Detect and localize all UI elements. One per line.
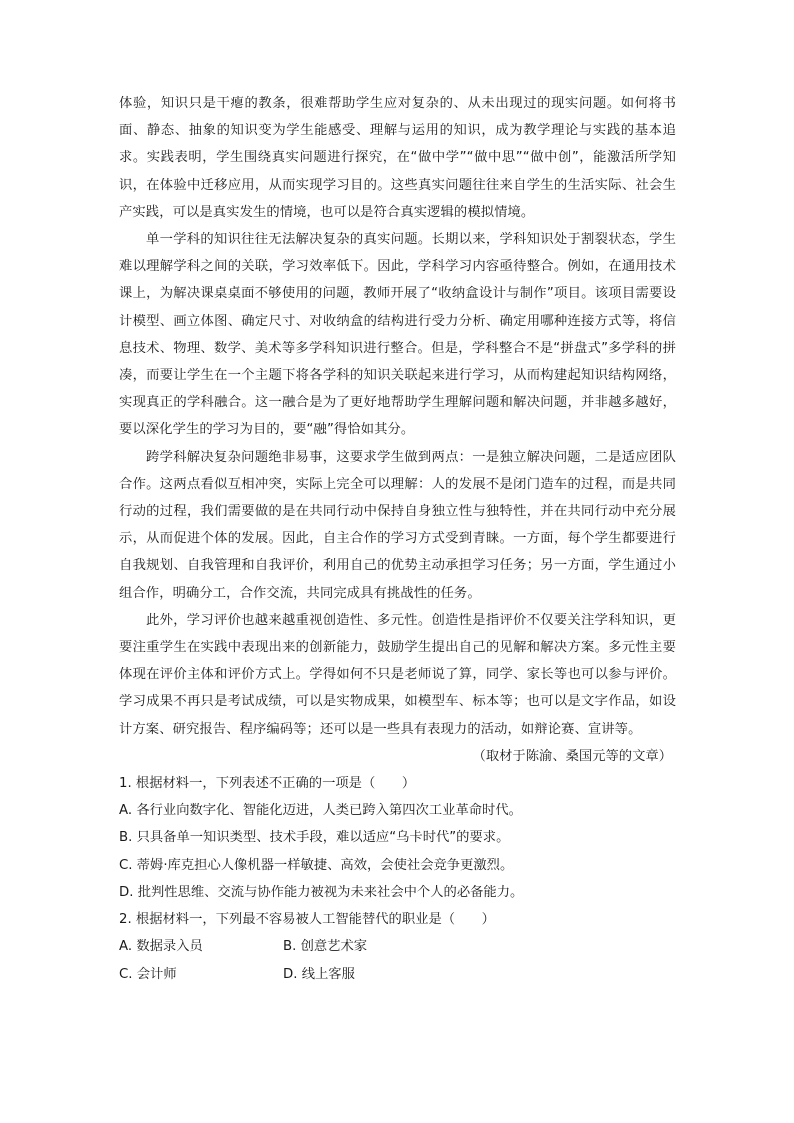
source-citation: （取材于陈渝、桑国元等的文章） [472,748,672,764]
document-body [119,90,676,988]
paragraph-4: 此外，学习评价也越来越重视创造性、多元性。创造性是指评价不仅要关注学科知识，更要注重学生在实践中表现出来的创新能力，鼓励学生提出自己的见解和解决方案。多元性主要体现在评价主体和评价方式上。学得如何不只是老师说了算，同学、家长等也可以参与评价。学习成果不再只是考试成绩，可以是实物成果，如模型车、标本等；也可以是文字作品，如设计方案、研究报告、程序编码等；还可以是一些具有表现力的活动，如辩论赛、宣讲等。 [119,612,676,737]
question-1-option-a: A. 各行业向数字化、智能化迈进，人类已跨入第四次工业革命时代。 [119,803,522,819]
question-1-stem: 1. 根据材料一，下列表述不正确的一项是（ ） [119,776,416,792]
question-1-option-d: D. 批判性思维、交流与协作能力被视为未来社会中个人的必备能力。 [119,884,524,900]
question-2-options-row-1 [119,933,676,960]
question-1-option-c: C. 蒂姆·库克担心人像机器一样敏捷、高效，会使社会竞争更激烈。 [119,857,514,873]
question-2 [119,906,676,988]
question-1 [119,770,676,906]
question-1-option-b: B. 只具备单一知识类型、技术手段，难以适应“乌卡时代”的要求。 [119,830,510,846]
question-2-stem: 2. 根据材料一，下列最不容易被人工智能替代的职业是（ ） [119,912,495,928]
question-2-option-a: A. 数据录入员 [119,939,203,955]
paragraph-2: 单一学科的知识往往无法解决复杂的真实问题。长期以来，学科知识处于割裂状态，学生难以理解学科之间的关联，学习效率低下。因此，学科学习内容亟待整合。例如，在通用技术课上，为解决课桌桌面不够使用的问题，教师开展了“收纳盒设计与制作”项目。该项目需要设计模型、画立体图、确定尺寸、对收纳盒的结构进行受力分析、确定用哪种连接方式等，将信息技术、物理、数学、美术等多学科知识进行整合。但是，学科整合不是“拼盘式”多学科的拼凑，而要让学生在一个主题下将各学科的知识关联起来进行学习，从而构建起知识结构网络，实现真正的学科融合。这一融合是为了更好地帮助学生理解问题和解决问题，并非越多越好，要以深化学生的学习为目的，要“融”得恰如其分。 [119,232,676,438]
question-2-options-row-2 [119,961,676,988]
question-2-option-b: B. 创意艺术家 [283,939,368,955]
question-2-option-c: C. 会计师 [119,966,177,982]
paragraph-1: 体验，知识只是干瘪的教条，很难帮助学生应对复杂的、从未出现过的现实问题。如何将书面、静态、抽象的知识变为学生能感受、理解与运用的知识，成为教学理论与实践的基本追求。实践表明，学生围绕真实问题进行探究，在“做中学”“做中思”“做中创”，能激活所学知识，在体验中迁移应用，从而实现学习目的。这些真实问题往往来自学生的生活实际、社会生产实践，可以是真实发生的情境，也可以是符合真实逻辑的模拟情境。 [119,96,676,220]
question-2-option-d: D. 线上客服 [283,966,355,982]
paragraph-3: 跨学科解决复杂问题绝非易事，这要求学生做到两点：一是独立解决问题，二是适应团队合作。这两点看似互相冲突，实际上完全可以理解：人的发展不是闭门造车的过程，而是共同行动的过程，我们需要做的是在共同行动中保持自身独立性与独特性，并在共同行动中充分展示，从而促进个体的发展。因此，自主合作的学习方式受到青睐。一方面，每个学生都要进行自我规划、自我管理和自我评价，利用自己的优势主动承担学习任务；另一方面，学生通过小组合作，明确分工，合作交流，共同完成具有挑战性的任务。 [119,449,676,601]
